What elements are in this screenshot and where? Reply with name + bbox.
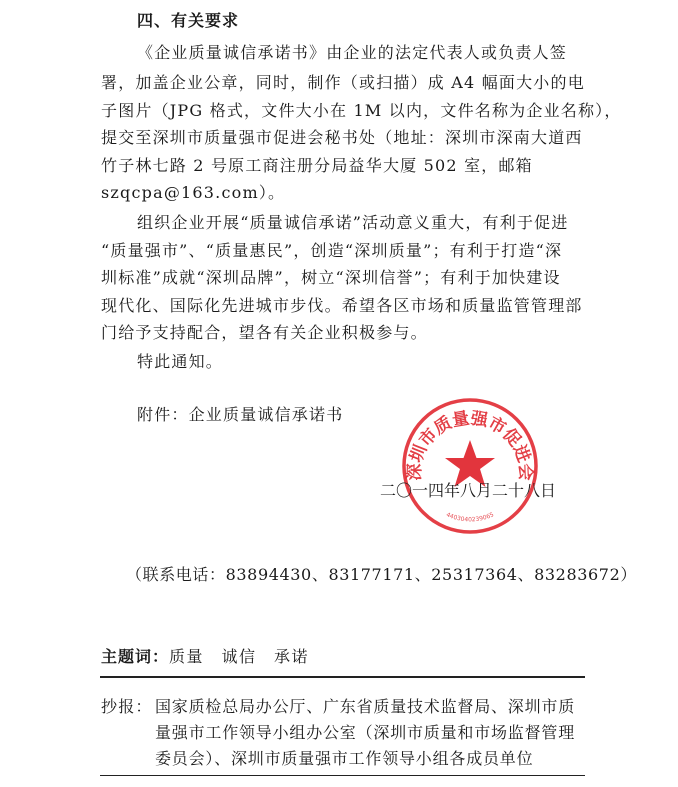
paragraph-line: 《企业质量诚信承诺书》由企业的法定代表人或负责人签 xyxy=(137,43,568,62)
svg-text:4403040239065: 4403040239065 xyxy=(445,511,495,524)
paragraph-line: 圳标准”成就“深圳品牌”，树立“深圳信誉”；有利于加快建设 xyxy=(101,268,561,287)
cc-line: 委员会）、深圳市质量强市工作领导小组各成员单位 xyxy=(155,749,534,768)
bottom-divider xyxy=(100,775,585,776)
attachment-text: 附件：企业质量诚信承诺书 xyxy=(137,405,344,424)
paragraph-line: 署，加盖企业公章，同时，制作（或扫描）成 A4 幅面大小的电 xyxy=(101,73,585,92)
paragraph-line: szqcpa@163.com）。 xyxy=(101,183,286,202)
svg-text:深圳市质量强市促进会: 深圳市质量强市促进会 xyxy=(404,408,536,481)
paragraph-line: 竹子林七路 2 号原工商注册分局益华大厦 502 室，邮箱 xyxy=(101,156,533,175)
cc-line: 量强市工作领导小组办公室（深圳市质量和市场监督管理 xyxy=(155,723,576,742)
keywords-row xyxy=(101,644,309,667)
paragraph-line: 提交至深圳市质量强市促进会秘书处（地址：深圳市深南大道西 xyxy=(101,128,583,147)
paragraph-line: 组织企业开展“质量诚信承诺”活动意义重大，有利于促进 xyxy=(137,213,569,232)
paragraph-line: 门给予支持配合，望各有关企业积极参与。 xyxy=(101,323,428,342)
top-divider xyxy=(100,676,585,678)
official-seal-stamp xyxy=(400,396,540,536)
paragraph-line: 现代化、国际化先进城市步伐。希望各区市场和质量监管管理部 xyxy=(101,296,583,315)
closing-text: 特此通知。 xyxy=(137,352,224,371)
contact-phones: （联系电话：83894430、83177171、25317364、83283672） xyxy=(126,565,637,584)
paragraph-line: “质量强市”、“质量惠民”，创造“深圳质量”；有利于打造“深 xyxy=(101,241,563,260)
cc-label: 抄报： xyxy=(101,697,153,716)
cc-line: 国家质检总局办公厅、广东省质量技术监督局、深圳市质 xyxy=(155,697,576,716)
paragraph-line: 子图片（JPG 格式，文件大小在 1M 以内，文件名称为企业名称）， xyxy=(101,101,622,120)
keywords-label: 主题词： xyxy=(101,647,170,666)
keywords-value: 质量 诚信 承诺 xyxy=(169,647,310,666)
section-heading: 四、有关要求 xyxy=(137,11,240,30)
issue-date: 二〇一四年八月二十八日 xyxy=(380,481,557,500)
